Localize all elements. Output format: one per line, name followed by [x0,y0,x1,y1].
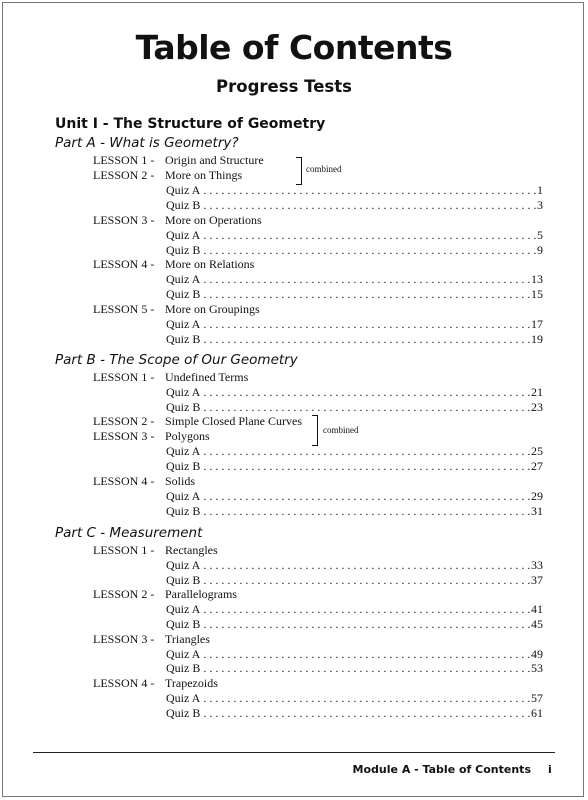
dot-leader [203,243,536,258]
lesson-row: LESSON 5 - More on Groupings [93,302,260,316]
lesson-row: LESSON 3 - Triangles [93,632,210,646]
page-number: 3 [537,198,543,212]
lesson-row: LESSON 3 - More on Operations [93,213,262,227]
footer-page-number: i [548,763,552,776]
lesson-title: Solids [165,474,196,488]
dot-leader [203,183,536,198]
lesson-title: Polygons [165,429,210,443]
lesson-row: LESSON 3 - Polygons [93,429,210,443]
page-number: 45 [531,617,543,631]
lesson-title: Origin and Structure [165,153,264,167]
page-number: 41 [531,602,543,616]
page-number: 19 [531,332,543,346]
combined-bracket [312,415,318,446]
lesson-title: Trapezoids [165,676,218,690]
lesson-row: LESSON 4 - Trapezoids [93,676,218,690]
dot-leader [203,287,530,302]
quiz-row: Quiz B . . . 23 [166,400,543,415]
lesson-title: Triangles [165,632,210,646]
quiz-row: Quiz A . . . 41 [166,602,543,617]
quiz-row: Quiz B . . . 37 [166,573,543,588]
combined-note: combined [306,164,342,174]
dot-leader [203,647,530,662]
page-number: 13 [531,272,543,286]
quiz-row: Quiz B . . . 61 [166,706,543,721]
dot-leader [203,504,530,519]
quiz-row: Quiz B . . . 31 [166,504,543,519]
lesson-title: Undefined Terms [165,370,249,384]
quiz-row: Quiz B . . . 45 [166,617,543,632]
page-number: 21 [531,385,543,399]
lesson-row: LESSON 1 - Rectangles [93,543,218,557]
dot-leader [203,602,530,617]
dot-leader [203,444,530,459]
dot-leader [203,317,530,332]
dot-leader [203,459,530,474]
page-number: 49 [531,647,543,661]
lesson-row: LESSON 4 - Solids [93,474,196,488]
page-number: 29 [531,489,543,503]
dot-leader [203,691,530,706]
lesson-title: Parallelograms [165,587,237,601]
quiz-row: Quiz A . . . 17 [166,317,543,332]
quiz-row: Quiz A . . . 33 [166,558,543,573]
page-number: 37 [531,573,543,587]
dot-leader [203,400,530,415]
part-a-heading: Part A - What is Geometry? [55,135,239,151]
dot-leader [203,573,530,588]
combined-note: combined [323,425,359,435]
dot-leader [203,385,530,400]
lesson-row: LESSON 1 - Undefined Terms [93,370,249,384]
page-number: 31 [531,504,543,518]
lesson-title: More on Groupings [165,302,260,316]
footer-title: Module A - Table of Contents [352,763,531,776]
quiz-row: Quiz B . . . 3 [166,198,543,213]
lesson-title: Rectangles [165,543,218,557]
dot-leader [203,558,530,573]
dot-leader [203,661,530,676]
dot-leader [203,228,536,243]
dot-leader [203,198,536,213]
page-number: 1 [537,183,543,197]
part-c-heading: Part C - Measurement [55,525,203,541]
quiz-row: Quiz A . . . 13 [166,272,543,287]
lesson-title: Simple Closed Plane Curves [165,414,302,428]
page-number: 61 [531,706,543,720]
page-number: 53 [531,661,543,675]
quiz-row: Quiz A . . . 21 [166,385,543,400]
page-number: 33 [531,558,543,572]
page-number: 25 [531,444,543,458]
quiz-row: Quiz B . . . 53 [166,661,543,676]
quiz-row: Quiz B . . . 19 [166,332,543,347]
page-number: 5 [537,228,543,242]
quiz-row: Quiz B . . . 15 [166,287,543,302]
lesson-row: LESSON 1 - Origin and Structure [93,153,264,167]
dot-leader [203,706,530,721]
lesson-row: LESSON 2 - More on Things [93,168,243,182]
lesson-row: LESSON 2 - Simple Closed Plane Curves [93,414,302,428]
page-number: 23 [531,400,543,414]
dot-leader [203,489,530,504]
footer-rule [33,752,555,753]
combined-bracket [296,157,302,185]
quiz-row: Quiz A . . . 49 [166,647,543,662]
page-subtitle: Progress Tests [216,77,352,96]
quiz-row: Quiz B . . . 27 [166,459,543,474]
lesson-title: More on Relations [165,257,255,271]
page-number: 17 [531,317,543,331]
unit-heading: Unit I - The Structure of Geometry [55,116,326,132]
page-number: 15 [531,287,543,301]
lesson-title: More on Things [165,168,243,182]
quiz-row: Quiz A . . . 29 [166,489,543,504]
page-number: 9 [537,243,543,257]
quiz-row: Quiz A . . . 57 [166,691,543,706]
dot-leader [203,332,530,347]
lesson-title: More on Operations [165,213,262,227]
lesson-row: LESSON 2 - Parallelograms [93,587,237,601]
quiz-row: Quiz A . . . 25 [166,444,543,459]
page-title: Table of Contents [135,28,453,67]
quiz-row: Quiz B . . . 9 [166,243,543,258]
quiz-row: Quiz A . . . 5 [166,228,543,243]
quiz-row: Quiz A . . . 1 [166,183,543,198]
dot-leader [203,272,530,287]
part-b-heading: Part B - The Scope of Our Geometry [55,352,298,368]
page-number: 57 [531,691,543,705]
page-number: 27 [531,459,543,473]
lesson-row: LESSON 4 - More on Relations [93,257,255,271]
dot-leader [203,617,530,632]
